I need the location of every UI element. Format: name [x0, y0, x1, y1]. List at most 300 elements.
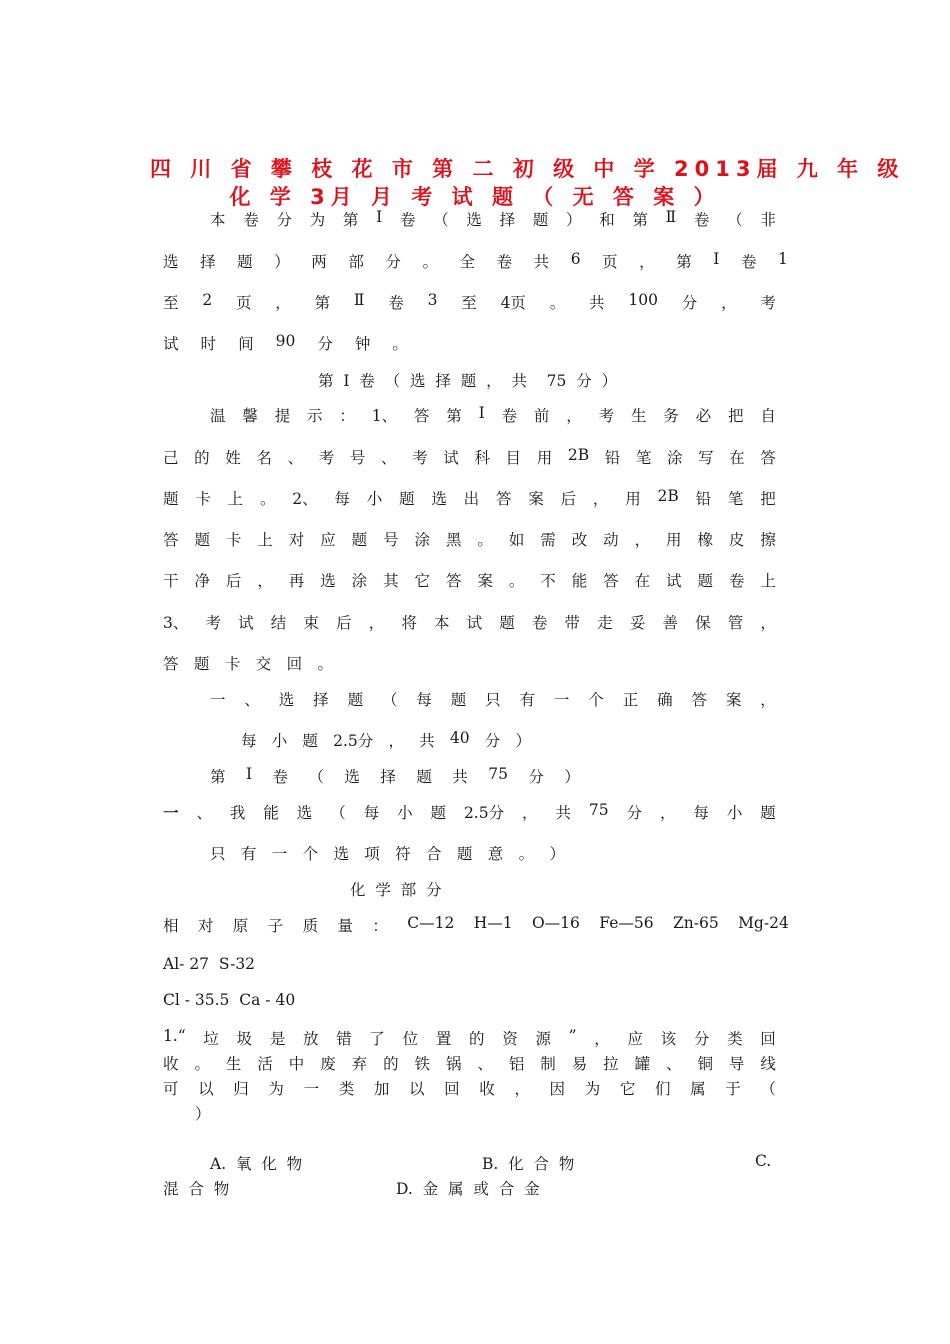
text-glyph: 回	[286, 655, 303, 673]
text-glyph: 4页	[500, 294, 526, 312]
text-glyph: 们	[654, 1080, 671, 1098]
text-glyph: 动	[603, 531, 619, 549]
text-glyph: 个	[588, 691, 604, 709]
text-glyph: 结	[270, 614, 287, 632]
text-glyph: 该	[660, 1030, 677, 1048]
text-glyph: 分	[484, 732, 501, 750]
text-glyph: 对	[288, 531, 305, 549]
text-glyph: 择	[313, 691, 329, 709]
text-glyph: 共	[589, 294, 605, 312]
text-glyph: C—12	[407, 914, 455, 932]
notice-line-3	[163, 487, 776, 509]
text-glyph: ）	[566, 211, 582, 229]
text-glyph: 回	[760, 1030, 776, 1048]
text-glyph: 试	[466, 614, 483, 632]
text-glyph: 自	[760, 407, 776, 425]
text-glyph: 科	[474, 449, 490, 467]
text-glyph: 分	[626, 804, 643, 822]
text-glyph: 卡	[195, 490, 211, 508]
text-glyph: 以	[198, 1080, 214, 1098]
text-glyph: ）	[564, 768, 580, 786]
text-glyph: 拉	[603, 1055, 619, 1073]
text-glyph: 卷	[501, 407, 518, 425]
text-glyph: 错	[336, 1030, 352, 1048]
part-one-line-2	[241, 729, 531, 751]
text-glyph: 共	[452, 768, 468, 786]
text-glyph: Fe—56	[599, 914, 654, 932]
text-glyph: 题	[399, 490, 415, 508]
text-glyph: 干	[163, 572, 179, 590]
text-glyph: ：	[372, 917, 388, 935]
text-glyph: 题	[163, 490, 179, 508]
notice-line-4	[163, 528, 776, 550]
text-glyph: 选	[333, 845, 349, 863]
text-glyph: 题	[193, 655, 210, 673]
atomic-mass-line-2: Al- 27 S-32	[163, 955, 256, 973]
text-glyph: 页	[602, 253, 618, 271]
text-glyph: 1.“	[163, 1027, 186, 1045]
text-glyph: Zn-65	[672, 914, 719, 932]
text-glyph: 项	[364, 845, 380, 863]
text-glyph: 活	[257, 1055, 273, 1073]
text-glyph: 卡	[224, 655, 241, 673]
text-glyph: 题	[194, 531, 210, 549]
text-glyph: 正	[622, 691, 639, 709]
text-glyph: 部	[348, 253, 364, 271]
question-1-option-d: D. 金 属 或 合 金	[396, 1180, 540, 1198]
question-1-line-1	[163, 1027, 776, 1049]
text-glyph: 题	[532, 211, 549, 229]
text-glyph: 不	[540, 572, 556, 590]
text-glyph: 75	[588, 801, 609, 819]
text-glyph: 题	[237, 253, 253, 271]
text-glyph: 2B	[657, 487, 679, 505]
text-glyph: （	[308, 768, 324, 786]
text-glyph: 一	[303, 1080, 320, 1098]
text-glyph: 导	[728, 1055, 745, 1073]
text-glyph: 第	[632, 211, 648, 229]
text-glyph: ，	[594, 1030, 610, 1048]
text-glyph: 属	[690, 1080, 706, 1098]
text-glyph: 我	[229, 804, 246, 822]
text-glyph: 选	[278, 691, 295, 709]
section-header-volume-1: 第 Ⅰ 卷 （ 选 择 题 ， 共 75 分 ）	[318, 372, 618, 390]
text-glyph: 净	[194, 572, 210, 590]
text-glyph: 分	[385, 253, 401, 271]
document-title-line-2: 化 学 3月 月 考 试 题 （ 无 答 案 ）	[229, 185, 721, 209]
text-glyph: 分	[317, 335, 333, 353]
text-glyph: ，	[275, 294, 291, 312]
text-glyph: 题	[499, 614, 515, 632]
text-glyph: 回	[444, 1080, 460, 1098]
text-glyph: 意	[487, 845, 504, 863]
text-glyph: 为	[309, 211, 326, 229]
text-glyph: 。	[508, 572, 525, 590]
text-glyph: 黑	[445, 531, 462, 549]
text-glyph: ）	[549, 845, 565, 863]
text-glyph: 题	[697, 572, 713, 590]
text-glyph: 位	[402, 1030, 419, 1048]
text-glyph: 对	[197, 917, 214, 935]
text-glyph: 应	[627, 1030, 643, 1048]
text-glyph: 卷	[531, 614, 548, 632]
text-glyph: 考	[318, 449, 335, 467]
text-glyph: 分	[276, 211, 292, 229]
text-glyph: 卷	[728, 572, 745, 590]
chemistry-section-heading: 化 学 部 分	[350, 881, 442, 899]
text-glyph: 符	[395, 845, 411, 863]
text-glyph: 收	[479, 1080, 495, 1098]
text-glyph: 2.5分	[333, 732, 374, 750]
text-glyph: （	[727, 211, 743, 229]
text-glyph: 上	[760, 572, 776, 590]
text-glyph: 涂	[414, 531, 431, 549]
text-glyph: 后	[336, 614, 352, 632]
text-glyph: 它	[414, 572, 431, 590]
text-glyph: 的	[194, 449, 210, 467]
text-glyph: 1、	[371, 407, 398, 425]
text-glyph: 出	[463, 490, 480, 508]
text-glyph: 了	[369, 1030, 385, 1048]
text-glyph: 于	[725, 1080, 741, 1098]
text-glyph: 相	[163, 917, 179, 935]
text-glyph: 可	[163, 1080, 179, 1098]
text-glyph: 一	[271, 845, 288, 863]
text-glyph: 共	[533, 253, 550, 271]
text-glyph: 原	[232, 917, 249, 935]
text-glyph: ）	[515, 732, 531, 750]
text-glyph: 选	[466, 211, 482, 229]
text-glyph: ，	[721, 294, 737, 312]
text-glyph: 选	[431, 490, 447, 508]
text-glyph: 馨	[242, 407, 258, 425]
text-glyph: 如	[508, 531, 525, 549]
text-glyph: 3、	[163, 614, 189, 632]
part-choose-line-1	[163, 801, 776, 823]
text-glyph: 2.5分	[463, 804, 505, 822]
text-glyph: 。	[259, 490, 276, 508]
text-glyph: 需	[540, 531, 556, 549]
text-glyph: Ⅰ	[245, 765, 253, 783]
text-glyph: ）	[274, 253, 290, 271]
text-glyph: 。	[422, 253, 438, 271]
question-1-line-4: ）	[195, 1105, 211, 1123]
question-1-option-a: A. 氧 化 物	[210, 1155, 303, 1173]
text-glyph: 择	[380, 768, 396, 786]
text-glyph: 择	[499, 211, 516, 229]
text-glyph: 铜	[697, 1055, 713, 1073]
text-glyph: 非	[760, 211, 776, 229]
text-glyph: 题	[351, 531, 368, 549]
text-glyph: 40	[449, 729, 470, 747]
question-1-line-3	[163, 1077, 776, 1099]
text-glyph: 后	[225, 572, 242, 590]
text-glyph: （	[381, 691, 398, 709]
text-glyph: 答	[691, 691, 707, 709]
text-glyph: 笔	[635, 449, 652, 467]
text-glyph: 案	[528, 490, 544, 508]
text-glyph: 。	[518, 845, 535, 863]
text-glyph: 第	[446, 407, 462, 425]
question-1-line-2	[163, 1052, 776, 1074]
text-glyph: 后	[560, 490, 577, 508]
text-glyph: 间	[238, 335, 254, 353]
text-glyph: 90	[275, 332, 296, 350]
text-glyph: 第	[314, 294, 331, 312]
text-glyph: 制	[540, 1055, 556, 1073]
text-glyph: 资	[502, 1030, 518, 1048]
text-glyph: 75	[488, 765, 508, 783]
text-glyph: 改	[571, 531, 588, 549]
text-glyph: 题	[430, 804, 447, 822]
text-glyph: 把	[727, 407, 744, 425]
text-glyph: ，	[760, 614, 776, 632]
text-glyph: 页	[235, 294, 252, 312]
notice-line-1	[210, 404, 776, 426]
text-glyph: 写	[698, 449, 714, 467]
text-glyph: ，	[388, 732, 404, 750]
text-glyph: 为	[584, 1080, 601, 1098]
text-glyph: 卷	[388, 294, 404, 312]
text-glyph: 罐	[634, 1055, 651, 1073]
text-glyph: 。	[317, 655, 333, 673]
text-glyph: 用	[536, 449, 553, 467]
text-glyph: 皮	[728, 531, 745, 549]
text-glyph: 卷	[399, 211, 416, 229]
text-glyph: 2	[202, 291, 213, 309]
part-choose-line-2	[210, 842, 565, 864]
text-glyph: 涂	[667, 449, 683, 467]
text-glyph: 卷	[740, 253, 757, 271]
text-glyph: 前	[533, 407, 550, 425]
text-glyph: 试	[666, 572, 682, 590]
text-glyph: 只	[485, 691, 501, 709]
text-glyph: 。	[194, 1055, 210, 1073]
notice-line-5	[163, 569, 776, 591]
text-glyph: 质	[302, 917, 319, 935]
text-glyph: 上	[257, 531, 273, 549]
text-glyph: 考	[412, 449, 428, 467]
text-glyph: 置	[435, 1030, 452, 1048]
text-glyph: （	[760, 1080, 776, 1098]
text-glyph: 的	[383, 1055, 399, 1073]
text-glyph: 卡	[225, 531, 242, 549]
text-glyph: 以	[408, 1080, 425, 1098]
text-glyph: 小	[397, 804, 413, 822]
text-glyph: 交	[255, 655, 272, 673]
text-glyph: 答	[163, 655, 179, 673]
text-glyph: 因	[549, 1080, 566, 1098]
text-glyph: 其	[383, 572, 399, 590]
text-glyph: 每	[693, 804, 709, 822]
text-glyph: 合	[426, 845, 442, 863]
text-glyph: 3	[427, 291, 438, 309]
text-glyph: 一	[553, 691, 570, 709]
text-glyph: 必	[695, 407, 712, 425]
text-glyph: ”	[568, 1027, 577, 1045]
text-glyph: 走	[597, 614, 613, 632]
text-glyph: 只	[210, 845, 226, 863]
text-glyph: 时	[200, 335, 217, 353]
section-header-volume-1-repeat	[210, 765, 580, 787]
text-glyph: 第	[676, 253, 692, 271]
text-glyph: 废	[320, 1055, 336, 1073]
text-glyph: 答	[445, 572, 462, 590]
notice-line-2	[163, 446, 776, 468]
text-glyph: 能	[571, 572, 588, 590]
text-glyph: 放	[303, 1030, 319, 1048]
text-glyph: 题	[760, 804, 776, 822]
text-glyph: 垃	[203, 1030, 219, 1048]
question-1-option-b: B. 化 合 物	[482, 1155, 575, 1173]
text-glyph: 小	[271, 732, 288, 750]
text-glyph: 己	[163, 449, 179, 467]
text-glyph: 卷	[496, 253, 513, 271]
text-glyph: 考	[205, 614, 222, 632]
intro-line-4	[163, 332, 408, 354]
text-glyph: 。	[477, 531, 493, 549]
text-glyph: 在	[729, 449, 745, 467]
text-glyph: 保	[695, 614, 711, 632]
text-glyph: 分	[528, 768, 544, 786]
text-glyph: 每	[363, 804, 380, 822]
text-glyph: 6	[570, 250, 581, 268]
text-glyph: 分	[693, 1030, 710, 1048]
text-glyph: 妥	[629, 614, 646, 632]
text-glyph: 2、	[292, 490, 318, 508]
text-glyph: H—1	[473, 914, 513, 932]
text-glyph: ，	[639, 253, 655, 271]
text-glyph: 两	[311, 253, 327, 271]
text-glyph: ，	[514, 1080, 530, 1098]
text-glyph: 线	[760, 1055, 776, 1073]
text-glyph: Ⅰ	[478, 404, 485, 422]
text-glyph: 橡	[697, 531, 713, 549]
text-glyph: 用	[625, 490, 641, 508]
text-glyph: 答	[495, 490, 512, 508]
text-glyph: 卷	[243, 211, 259, 229]
text-glyph: 束	[303, 614, 319, 632]
text-glyph: 全	[459, 253, 476, 271]
text-glyph: 、	[477, 1055, 493, 1073]
intro-line-2	[163, 250, 788, 272]
intro-line-3	[163, 291, 776, 313]
text-glyph: 类	[338, 1080, 355, 1098]
question-1-option-c-text: 混 合 物	[163, 1180, 230, 1198]
text-glyph: 子	[267, 917, 284, 935]
text-glyph: 温	[210, 407, 226, 425]
text-glyph: 把	[760, 490, 776, 508]
text-glyph: ，	[592, 490, 609, 508]
text-glyph: 答	[163, 531, 179, 549]
text-glyph: Ⅱ	[353, 291, 365, 309]
text-glyph: 。	[392, 335, 408, 353]
text-glyph: 锅	[445, 1055, 462, 1073]
text-glyph: 带	[564, 614, 581, 632]
text-glyph: 和	[599, 211, 615, 229]
text-glyph: 铅	[604, 449, 621, 467]
text-glyph: 能	[263, 804, 279, 822]
text-glyph: 善	[662, 614, 678, 632]
text-glyph: 共	[419, 732, 435, 750]
text-glyph: Ⅰ	[376, 208, 383, 226]
text-glyph: 归	[233, 1080, 249, 1098]
question-1-option-c: C.	[755, 1152, 772, 1170]
text-glyph: 答	[413, 407, 430, 425]
text-glyph: 钟	[354, 335, 371, 353]
notice-line-6	[163, 611, 776, 633]
text-glyph: 铅	[695, 490, 712, 508]
text-glyph: 中	[288, 1055, 305, 1073]
text-glyph: 、	[196, 804, 212, 822]
text-glyph: ，	[566, 407, 582, 425]
text-glyph: 卷	[272, 768, 289, 786]
text-glyph: 考	[760, 294, 776, 312]
text-glyph: 、	[666, 1055, 682, 1073]
text-glyph: 擦	[760, 531, 776, 549]
text-glyph: 试	[443, 449, 459, 467]
text-glyph: 类	[727, 1030, 743, 1048]
text-glyph: 每	[416, 691, 432, 709]
text-glyph: 考	[598, 407, 615, 425]
text-glyph: 本	[210, 211, 226, 229]
text-glyph: 是	[269, 1030, 286, 1048]
text-glyph: 一	[163, 803, 179, 822]
intro-line-1	[210, 208, 776, 230]
text-glyph: O—16	[531, 914, 580, 932]
text-glyph: 选	[320, 572, 336, 590]
text-glyph: 收	[163, 1055, 179, 1073]
text-glyph: ，	[659, 804, 676, 822]
text-glyph: 答	[760, 449, 776, 467]
text-glyph: 卷	[693, 211, 710, 229]
atomic-mass-line-1	[163, 914, 789, 936]
text-glyph: 提	[274, 407, 291, 425]
text-glyph: 名	[256, 449, 272, 467]
text-glyph: 涂	[351, 572, 368, 590]
text-glyph: 案	[477, 572, 493, 590]
text-glyph: 生	[225, 1055, 242, 1073]
text-glyph: 应	[320, 531, 336, 549]
text-glyph: Ⅰ	[713, 250, 720, 268]
text-glyph: 为	[268, 1080, 284, 1098]
text-glyph: 选	[296, 804, 313, 822]
text-glyph: 第	[342, 211, 359, 229]
text-glyph: 题	[450, 691, 467, 709]
text-glyph: 100	[628, 291, 658, 309]
text-glyph: Mg-24	[738, 914, 789, 932]
document-title-line-1: 四 川 省 攀 枝 花 市 第 二 初 级 中 学 2013届 九 年 级	[150, 157, 905, 181]
text-glyph: 小	[726, 804, 743, 822]
text-glyph: 个	[302, 845, 319, 863]
text-glyph: 、	[380, 449, 397, 467]
text-glyph: 一	[210, 691, 226, 709]
notice-line-7	[163, 652, 333, 674]
text-glyph: 的	[469, 1030, 485, 1048]
text-glyph: 案	[725, 691, 742, 709]
text-glyph: 题	[302, 732, 318, 750]
text-glyph: 它	[619, 1080, 636, 1098]
text-glyph: 圾	[236, 1030, 253, 1048]
text-glyph: （	[433, 211, 449, 229]
text-glyph: 题	[347, 691, 364, 709]
text-glyph: 1	[778, 250, 788, 268]
text-glyph: 、	[244, 691, 260, 709]
text-glyph: 务	[663, 407, 679, 425]
text-glyph: 有	[519, 691, 536, 709]
text-glyph: 铁	[414, 1055, 431, 1073]
text-glyph: 题	[456, 845, 473, 863]
